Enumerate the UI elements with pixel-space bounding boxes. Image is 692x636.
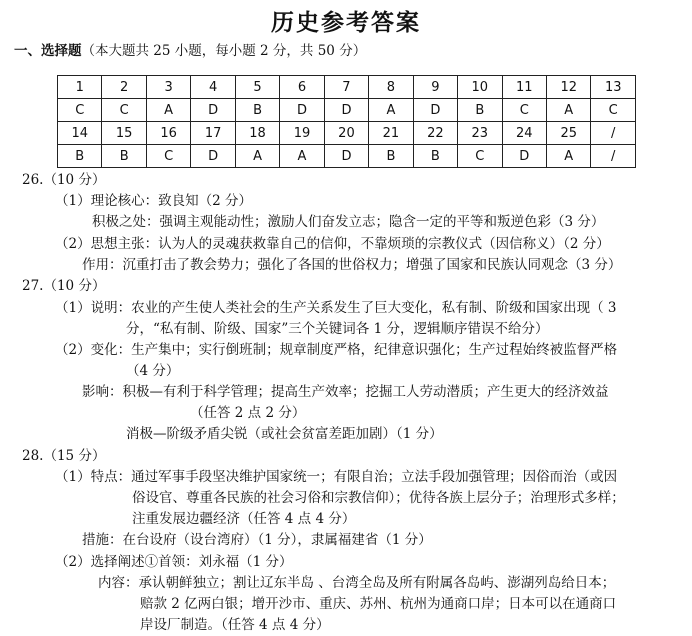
table-cell: D <box>191 99 235 122</box>
answer-line: 岸设厂制造。（任答 4 点 4 分） <box>140 617 330 633</box>
section-heading-note: （本大题共 25 小题，每小题 2 分，共 50 分） <box>81 43 367 59</box>
table-cell: 3 <box>146 76 190 99</box>
table-cell: C <box>502 99 546 122</box>
table-cell: C <box>58 99 102 122</box>
table-row-numbers-1 <box>58 76 636 99</box>
table-cell: D <box>413 99 457 122</box>
table-cell: 2 <box>102 76 146 99</box>
answer-line: 分，“私有制、阶级、国家”三个关键词各 1 分，逻辑顺序错误不给分） <box>126 321 549 337</box>
table-cell: A <box>280 145 324 168</box>
answer-line: 赔款 2 亿两白银；增开沙市、重庆、苏州、杭州为通商口岸；日本可以在通商口 <box>140 596 617 612</box>
table-cell: D <box>502 145 546 168</box>
table-cell: A <box>546 99 590 122</box>
question-27-heading: 27.（10 分） <box>22 278 106 294</box>
table-cell: 13 <box>591 76 636 99</box>
table-cell: 4 <box>191 76 235 99</box>
answer-line: 措施：在台设府（设台湾府）（1 分），隶属福建省（1 分） <box>82 532 432 548</box>
table-cell: D <box>324 145 368 168</box>
table-cell: 18 <box>235 122 279 145</box>
answer-line: 作用：沉重打击了教会势力；强化了各国的世俗权力；增强了国家和民族认同观念（3 分） <box>82 257 622 273</box>
table-cell: 22 <box>413 122 457 145</box>
answer-line: （1）特点：通过军事手段坚决维护国家统一；有限自治；立法手段加强管理；因俗而治（或因 <box>55 469 618 485</box>
answer-table <box>57 75 636 168</box>
table-cell: A <box>146 99 190 122</box>
answer-line: 俗设官、尊重各民族的社会习俗和宗教信仰）；优待各族上层分子；治理形式多样； <box>132 490 625 506</box>
table-cell: 9 <box>413 76 457 99</box>
question-28-heading: 28.（15 分） <box>22 448 106 464</box>
table-cell: 16 <box>146 122 190 145</box>
table-cell: C <box>591 99 636 122</box>
table-cell: 14 <box>58 122 102 145</box>
table-cell: 24 <box>502 122 546 145</box>
table-cell: / <box>591 145 636 168</box>
section-heading-label: 一、选择题 <box>14 43 82 59</box>
table-cell: 6 <box>280 76 324 99</box>
table-cell: B <box>235 99 279 122</box>
table-cell: 23 <box>458 122 502 145</box>
table-cell: A <box>546 145 590 168</box>
table-cell: B <box>413 145 457 168</box>
table-cell: A <box>235 145 279 168</box>
table-cell: B <box>102 145 146 168</box>
table-cell: 5 <box>235 76 279 99</box>
table-cell: 15 <box>102 122 146 145</box>
table-cell: 25 <box>546 122 590 145</box>
table-row-answers-1 <box>58 99 636 122</box>
answer-line: （任答 2 点 2 分） <box>190 405 306 421</box>
answer-line: 影响：积极—有利于科学管理；提高生产效率；挖掘工人劳动潜质；产生更大的经济效益 <box>82 384 609 400</box>
answer-line: （1）说明：农业的产生使人类社会的生产关系发生了巨大变化，私有制、阶级和国家出现（ 3 <box>55 300 617 316</box>
answer-line: （2）变化：生产集中；实行倒班制；规章制度严格，纪律意识强化；生产过程始终被监督严格 <box>55 342 618 358</box>
table-cell: 10 <box>458 76 502 99</box>
table-cell: B <box>58 145 102 168</box>
table-cell: 19 <box>280 122 324 145</box>
table-cell: 20 <box>324 122 368 145</box>
answer-line: 注重发展边疆经济（任答 4 点 4 分） <box>132 511 356 527</box>
table-cell: C <box>102 99 146 122</box>
table-cell: 17 <box>191 122 235 145</box>
table-cell: 7 <box>324 76 368 99</box>
table-cell: 1 <box>58 76 102 99</box>
answer-line: 内容：承认朝鲜独立；割让辽东半岛 、台湾全岛及所有附属各岛屿、澎湖列岛给日本； <box>98 575 616 591</box>
table-cell: C <box>458 145 502 168</box>
table-cell: 8 <box>369 76 413 99</box>
table-cell: C <box>146 145 190 168</box>
table-cell: A <box>369 99 413 122</box>
table-cell: / <box>591 122 636 145</box>
table-row-numbers-2 <box>58 122 636 145</box>
table-cell: D <box>191 145 235 168</box>
question-26-heading: 26.（10 分） <box>22 172 106 188</box>
table-cell: 11 <box>502 76 546 99</box>
table-cell: D <box>324 99 368 122</box>
answer-line: （1）理论核心：致良知（2 分） <box>55 193 252 209</box>
table-cell: B <box>369 145 413 168</box>
answer-line: （4 分） <box>126 363 180 379</box>
page-title: 历史参考答案 <box>271 9 421 36</box>
table-cell: 21 <box>369 122 413 145</box>
answer-line: 消极—阶级矛盾尖锐（或社会贫富差距加剧）（1 分） <box>126 426 443 442</box>
table-cell: 12 <box>546 76 590 99</box>
table-cell: B <box>458 99 502 122</box>
answer-line: 积极之处：强调主观能动性；激励人们奋发立志；隐含一定的平等和叛逆色彩（3 分） <box>92 214 605 230</box>
answer-line: （2）选择阐述①首领：刘永福（1 分） <box>55 554 293 570</box>
answer-line: （2）思想主张：认为人的灵魂获救靠自己的信仰，不靠烦琐的宗教仪式（因信称义）（2 分） <box>55 236 610 252</box>
section-heading <box>14 41 366 61</box>
table-cell: D <box>280 99 324 122</box>
table-row-answers-2 <box>58 145 636 168</box>
